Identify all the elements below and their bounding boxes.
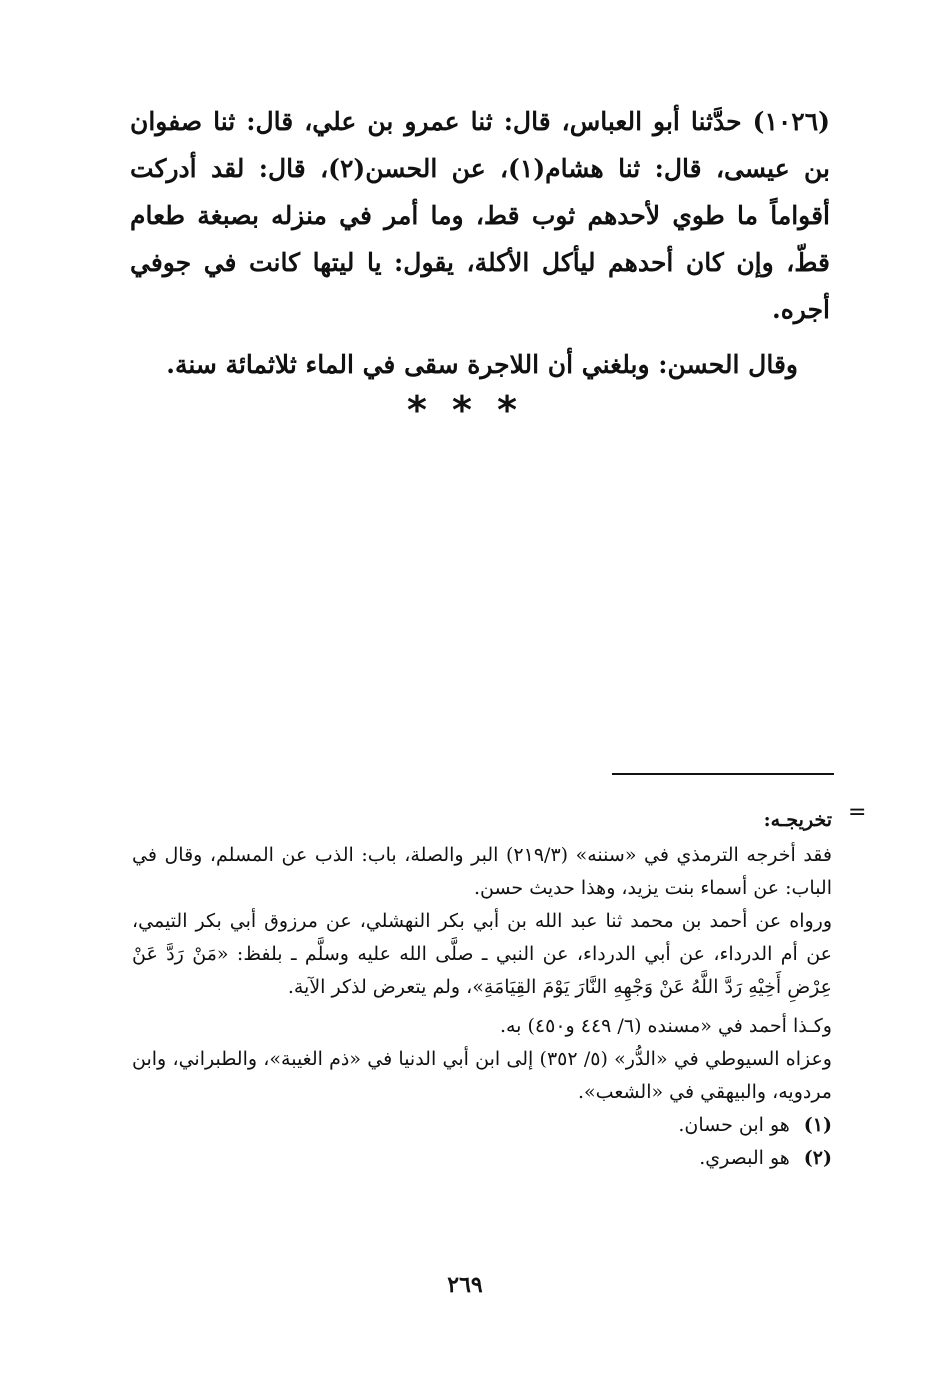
footnote-number: (٢) xyxy=(803,1147,832,1169)
page-number: ٢٦٩ xyxy=(447,1272,483,1298)
footnote-text: هو البصري. xyxy=(699,1147,790,1169)
footnote-number: (١) xyxy=(803,1114,832,1136)
section-separator: * * * xyxy=(406,388,524,432)
footnote-note xyxy=(132,1109,832,1142)
footnote-line: ورواه عن أحمد بن محمد ثنا عبد الله بن أبي بكر النهشلي، عن مرزوق أبي بكر التيمي، عن أم الدرداء، عن أبي الدرداء، عن النبي ـ صلَّى الله عليه وسلَّم ـ بلفظ: «مَنْ رَدَّ عَنْ عِرْضِ أَخِيْهِ رَدَّ اللَّهُ عَنْ وَجْهِهِ النَّارَ يَوْمَ القِيَامَةِ»، ولم يتعرض لذكر الآية. xyxy=(132,910,832,998)
footnote-heading: تخريجـه: xyxy=(763,809,832,831)
footnote-line: فقد أخرجه الترمذي في «سننه» (٢١٩/٣) البر والصلة، باب: الذب عن المسلم، وقال في الباب: عن أسماء بنت يزيد، وهذا حديث حسن. xyxy=(132,844,833,899)
footnote-note xyxy=(132,1142,832,1175)
hadith-paragraph-continuation: وقال الحسن: وبلغني أن اللاجرة سقى في الماء ثلاثمائة سنة. xyxy=(166,350,798,379)
footnote-text: هو ابن حسان. xyxy=(678,1114,790,1136)
footnotes xyxy=(132,804,832,1175)
footnote-line: وعزاه السيوطي في «الدُّر» (٥/ ٣٥٢) إلى ابن أبي الدنيا في «ذم الغيبة»، والطبراني، وابن مردويه، والبيهقي في «الشعب». xyxy=(132,1048,832,1103)
footnote-continuation-mark: = xyxy=(848,800,867,825)
hadith-paragraph: (١٠٢٦) حدَّثنا أبو العباس، قال: ثنا عمرو بن علي، قال: ثنا صفوان بن عيسى، قال: ثنا هشام(١)، عن الحسن(٢)، قال: لقد أدركت أقواماً ما طوي لأحدهم ثوب قط، وما أمر في منزله بصبغة طعام قطّ، وإن كان أحدهم ليأكل الأكلة، يقول: يا ليتها كانت في جوفي أجره. xyxy=(130,107,830,324)
footnote-line: وكـذا أحمد في «مسنده (٦/ ٤٤٩ و٤٥٠) به. xyxy=(499,1015,832,1037)
footnote-divider xyxy=(612,773,834,775)
main-text xyxy=(130,98,830,388)
